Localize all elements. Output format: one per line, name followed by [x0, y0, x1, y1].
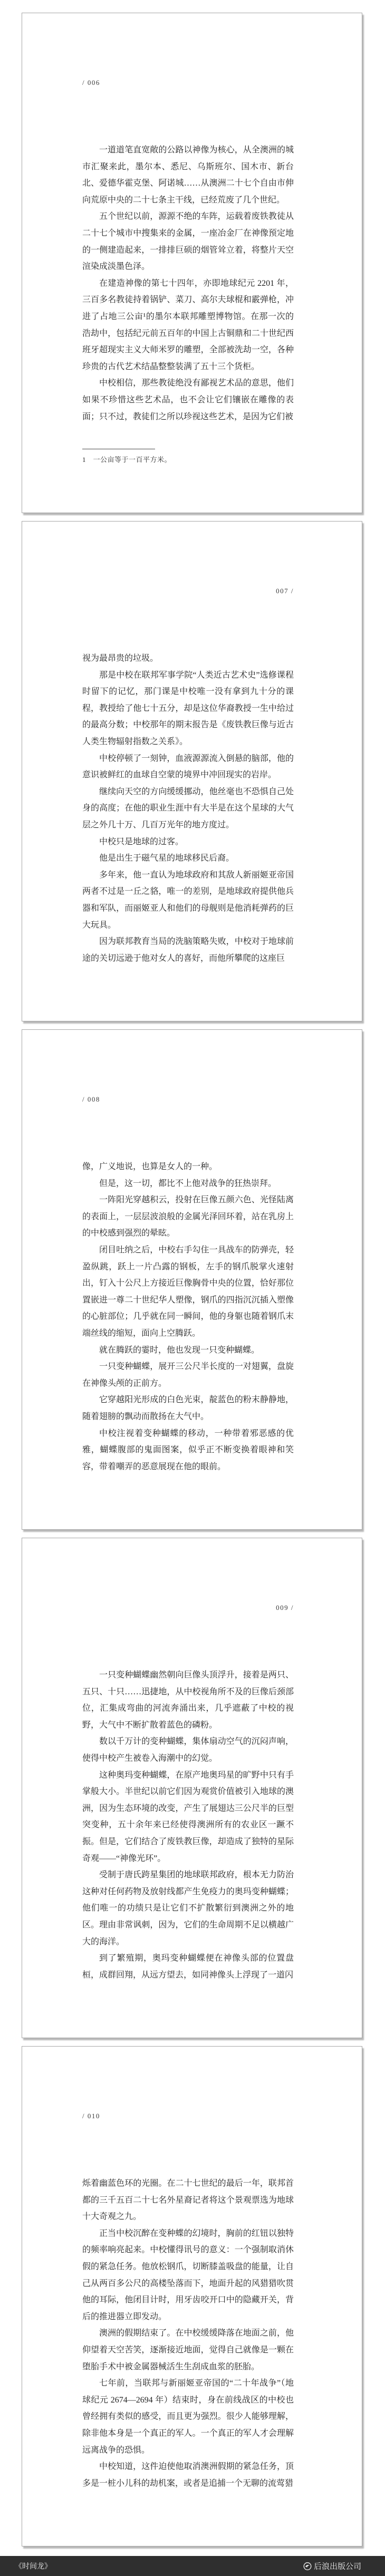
paragraph: 闭目吐纳之后，中校右手勾住一具战车的防弹壳，轻盈纵跳，跃上一片凸露的钢板，左手的钢爪脱掌火速射出，钉入十公尺上方接近巨像胸骨中央的位置，恰好那位置嵌进一尊二十世纪华人塑像，钢爪的四指沉沉插入塑像的心脏部位；几乎就在同一瞬间，他的身躯也随着钢爪末端丝线的缩短，面向上空腾跃。 — [82, 1245, 294, 1338]
paragraph: 他是出生于磁气星的地球移民后裔。 — [99, 854, 235, 863]
reader-footer-bar — [0, 2556, 385, 2576]
page-number: / 006 — [82, 79, 100, 86]
book-page-008 — [22, 1029, 362, 1530]
paragraph: 中校知道，这件迫使他取消澳洲假期的紧急任务，顶多是一桩小儿科的劫机案，或者是追捕一个无聊的流莺猎 — [82, 2462, 294, 2488]
paragraph: 数以千万计的变种蝴蝶，集体扇动空气的沉闷声响，使得中校产生被卷入海潮中的幻觉。 — [82, 1737, 294, 1763]
book-page-006 — [22, 13, 362, 513]
paragraph: 一阵阳光穿越积云，投射在巨像五颜六色、光怪陆离的表面上，一层层波浪般的金属光泽回环着，站在乳房上的中校感到强烈的晕眩。 — [82, 1195, 294, 1238]
paragraph: 但是，这一切，都比不上他对战争的狂热崇拜。 — [99, 1179, 277, 1188]
paragraph: 继续向天空的方向缓缓挪动，他丝毫也不恐惧自己处身的高度；在他的职业生涯中有大半是在这个星球的大气层之外几十万、几百万光年的地方度过。 — [82, 787, 294, 829]
page-body-text — [82, 1159, 294, 1475]
paragraph: 烁着幽蓝色环的光圈。在二十七世纪的最后一年，联邦首都的三千五百二十七名外星裔记者将这个景观票选为地球十大奇观之九。 — [82, 2179, 294, 2222]
paragraph: 就在腾跃的霎时，他也发现一只变种蝴蝶。 — [99, 1345, 260, 1355]
paragraph: 像，广义地说，也算是女人的一种。 — [82, 1162, 218, 1171]
wave-circle-icon — [303, 2562, 312, 2570]
paragraph: 多年来，他一直认为地球政府和其敌人新丽姬亚帝国两者不过是一丘之貉，唯一的差别，是地球政府提供他兵器和军队，而丽姬亚人和他们的母舰则是他消耗弹药的巨大玩具。 — [82, 870, 294, 930]
paragraph: 它穿越阳光形成的白色光束，靛蓝色的粉末静静地，随着翅膀的飘动而散扬在大气中。 — [82, 1395, 294, 1421]
footnote-text: 1 一公亩等于一百平方米。 — [82, 456, 172, 464]
page-body-text — [82, 142, 294, 425]
paragraph: 在建造神像的第七十四年，亦即地球纪元 2201 年，三百多名教徒持着锅铲、菜刀、高尔夫球棍和霰弹枪，冲进了占地三公亩¹的墨尔本联邦雕塑博物馆。在那一次的浩劫中，包括纪元前五百年的中国上古铜鼎和二十世纪西班牙超现实主义大师米罗的雕塑，全部被洗劫一空，各种珍贵的古代艺术结晶整整装满了五十三个货柜。 — [82, 278, 294, 371]
publisher-block — [303, 2561, 361, 2572]
paragraph: 视为最昂贵的垃圾。 — [82, 654, 159, 663]
book-page-009 — [22, 1538, 362, 2038]
paragraph: 一只变种蝴蝶，展开三公尺半长度的一对翅翼，盘旋在神像头颅的正前方。 — [82, 1362, 294, 1388]
page-body-text — [82, 1667, 294, 1983]
book-title: 《时间龙》 — [15, 2562, 52, 2570]
paragraph: 一只变种蝴蝶幽然朝向巨像头顶浮升，接着是两只、五只、十只……迅捷地，从中校视角所不及的巨像后颈部位，汇集成弯曲的河流奔涌出来，几乎遮蔽了中校的视野，大气中不断扩散着蓝色的磷粉。 — [82, 1671, 294, 1730]
paragraph: 澳洲的假期结束了。在中校缓缓降落在地面之前，他仰望着天空苦笑，逐渐接近地面，觉得自己就像是一颗在堕胎手术中被金属器械活生生刮成血浆的胚胎。 — [82, 2329, 294, 2371]
page-body-text — [82, 650, 294, 967]
paragraph: 中校停顿了一刻钟，血液源源流入倒悬的脑部，他的意识被鲜红的血球自空蒙的境界中冲回现实的岩岸。 — [82, 754, 294, 780]
paragraph: 一道道笔直宽敞的公路以神像为核心，从全澳洲的城市汇聚来此，墨尔本、悉尼、乌斯班尔、国木市、新台北、爱德华霍克堡、阿诺城……从澳洲二十七个自由市伸向荒原中央的二十七条主干线，已经荒废了几个世纪。 — [82, 146, 294, 205]
footnote — [82, 449, 294, 464]
book-page-010 — [22, 2046, 362, 2546]
paragraph: 那是中校在联邦军事学院“人类近古艺术史”选修课程时留下的记忆，那门课是中校唯一没有拿到九十分的课程，教授给了他七十五分，却是这位华裔教授一生中给过的最高分数；中校那年的期末报告是《废铁教巨像与近古人类生物辐射指数之关系》。 — [82, 670, 294, 746]
paragraph: 中校注视着变种蝴蝶的移动，一种带着邪恶感的优雅，蝴蝶腹部的鬼面图案，似乎正不断变换着眼神和笑容，带着嘲弄的恶意展现在他的眼前。 — [82, 1429, 294, 1471]
book-page-007 — [22, 521, 362, 1021]
paragraph: 因为联邦教育当局的洗脑策略失败，中校对于地球前途的关切远逊于他对女人的喜好，而他所攀爬的这座巨 — [82, 937, 294, 963]
paragraph: 这种奥玛变种蝴蝶，在原产地奥玛星的旷野中只有手掌般大小。半世纪以前它们因为观赏价值被引入地球的澳洲，因为生态环境的改变，产生了展翅达三公尺半的巨型突变种，五十余年来已经使得澳洲所有的农业区一蹶不振。但是，它们结合了废铁教巨像，却造成了独特的星际奇观——“神像光环”。 — [82, 1770, 294, 1863]
page-number: 009 / — [276, 1604, 294, 1612]
page-number: 007 / — [276, 587, 294, 595]
paragraph: 五个世纪以前，源源不绝的车阵，运载着废铁教徒从二十七个城市中搜集来的金属，一座冶金厂在神像预定地的一侧建造起来，一排排巨硕的烟管耸立着，将整片天空渲染成淡墨色泽。 — [82, 212, 294, 272]
paragraph: 中校只是地球的过客。 — [99, 837, 184, 846]
page-number: / 010 — [82, 2112, 100, 2120]
page-number: / 008 — [82, 1095, 100, 1103]
publisher-name: 后浪出版公司 — [313, 2562, 361, 2571]
paragraph: 七年前，当联邦与新丽姬亚帝国的“二十年战争”（地球纪元 2674—2694 年）结束时，身在前线战区的中校也曾经拥有类似的感受，而且更为强烈。很少人能够理解，除非他本身是一个真正的军人。一个真正的军人才会理解远离战争的恐惧。 — [82, 2379, 294, 2455]
page-body-text — [82, 2175, 294, 2492]
paragraph: 中校相信，那些教徒绝没有鄙视艺术品的意思，他们如果不珍惜这些艺术品，也不会让它们镶嵌在雕像的表面；只不过，教徒们之所以珍视这些艺术，是因为它们被 — [82, 379, 294, 421]
paragraph: 正当中校沉醉在变种蝶的幻境时，胸前的红钮以独特的频率响亮起来。中校懂得讯号的意义：一个强制取消休假的紧急任务。他放松钢爪，切断膝盖吸盘的能量，让自己从两百多公尺的高楼坠落而下，地面升起的风猎猎吹贯他的耳际，他闭目计时，用牙齿咬开口中的隐藏开关，背后的推进器立即发动。 — [82, 2228, 294, 2321]
paragraph: 受制于唐氏跨星集团的地球联邦政府，根本无力防治这种对任何药物及放射线都产生免疫力的奥玛变种蝴蝶；他们唯一的功绩只是让它们不扩散繁衍到澳洲之外的地区。理由非常讽刺，因为，它们的生命周期不足以横越广大的海洋。 — [82, 1870, 294, 1946]
paragraph: 到了繁殖期，奥玛变种蝴蝶便在神像头部的位置盘桓，成群回翔，从远方望去，如同神像头上浮现了一道闪 — [82, 1954, 294, 1980]
